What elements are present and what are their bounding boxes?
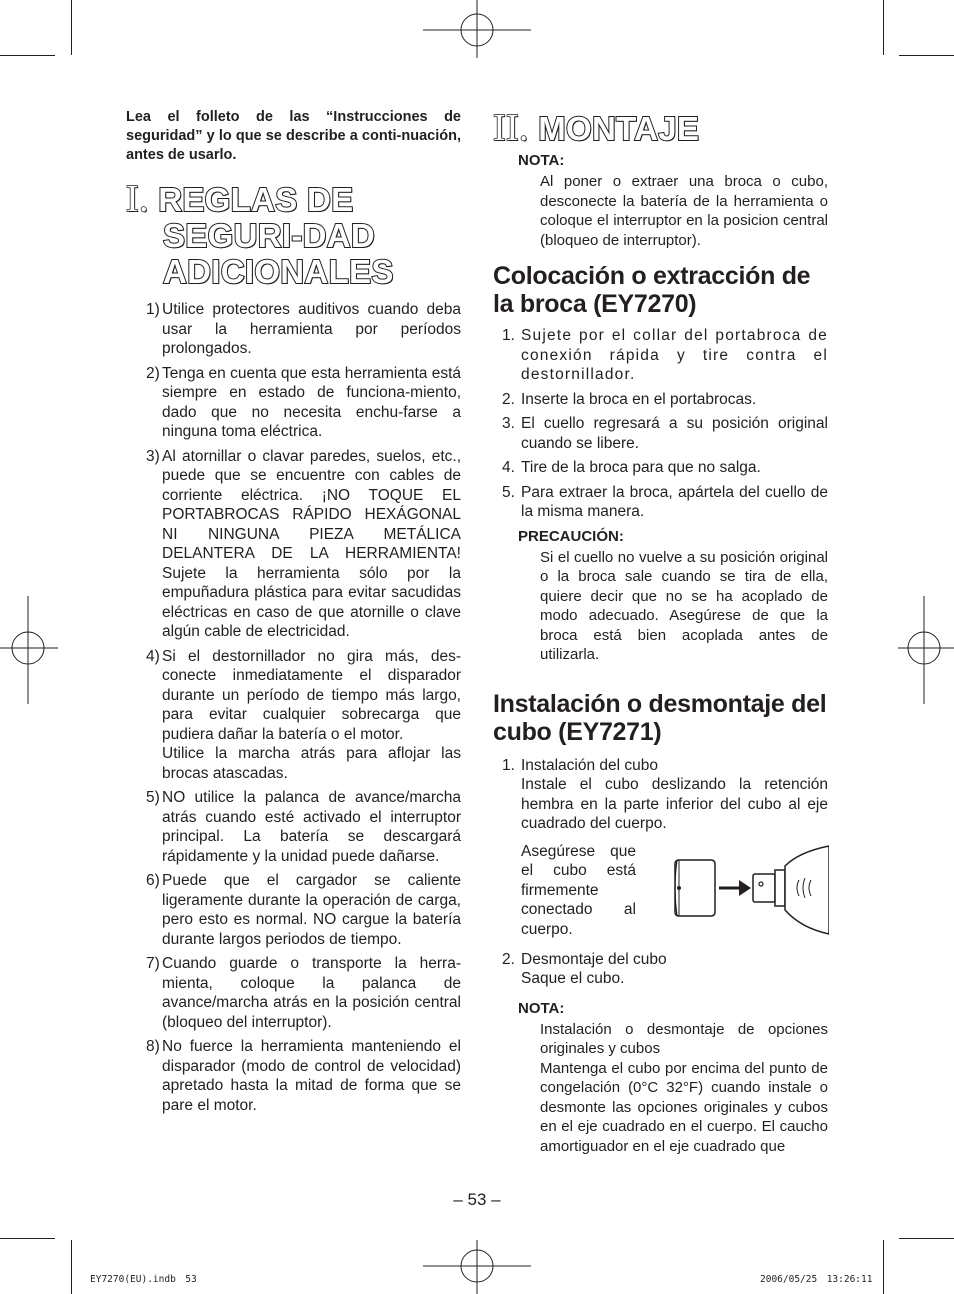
registration-mark-top [421, 0, 533, 60]
item-number: 1) [146, 301, 160, 318]
crop-mark [899, 1238, 954, 1239]
list-item [126, 647, 461, 784]
safety-rules-list [126, 300, 461, 1115]
heading-number: I. [126, 178, 149, 220]
socket-tool-illustration [649, 838, 829, 942]
item-text: Sujete por el collar del portabroca de conexión rápida y tire contra el destornillador. [521, 327, 828, 383]
heading-text: MONTAJE [538, 110, 700, 147]
item-number: 1. [502, 327, 515, 344]
item-text: Instale el cubo deslizando la retención hembra en la parte inferior del cubo al eje cuadrado del cuerpo. [521, 776, 828, 832]
item-extra-text: Utilice la marcha atrás para aflojar las brocas atascadas. [162, 745, 461, 782]
registration-mark-left [0, 594, 60, 706]
item-number: 3. [502, 415, 515, 432]
item-number: 1. [502, 756, 515, 774]
list-item [126, 788, 461, 866]
footer-timestamp: 2006/05/25 13:26:11 [760, 1274, 873, 1285]
registration-mark-right [896, 594, 954, 706]
list-item [493, 950, 828, 989]
list-item [126, 871, 461, 949]
caution-text: Si el cuello no vuelve a su posición original o la broca sale cuando se tira de ella, quiere decir que no se ha acoplado de modo adecuado. Asegúrese de que la broca está bien acoplada antes de utilizarla. [540, 548, 828, 663]
note-title: NOTA: [518, 152, 565, 169]
list-item [126, 364, 461, 442]
list-item [126, 300, 461, 359]
item-text: Saque el cubo. [521, 970, 625, 987]
crop-mark [883, 1240, 884, 1294]
item-text: NO utilice la palanca de avance/marcha atrás cuando esté activado el interruptor principal. La batería se descargará rápidamente y la unidad puede dañarse. [162, 789, 461, 865]
heading-number: II. [493, 107, 529, 149]
list-item [493, 414, 828, 453]
crop-mark [0, 1238, 55, 1239]
item-number: 7) [146, 955, 160, 972]
item-text: Cuando guarde o transporte la herra-mienta, coloque la palanca de avance/marcha atrás en la posición central (bloqueo del interruptor). [162, 955, 461, 1031]
item-text: Inserte la broca en el portabrocas. [521, 390, 757, 408]
socket-install-block [521, 842, 828, 944]
item-number: 4. [502, 459, 515, 476]
registration-mark-bottom [421, 1238, 533, 1294]
item-number: 2) [146, 364, 160, 382]
item-number: 2. [502, 390, 515, 408]
caution-title: PRECAUCIÓN: [518, 527, 624, 545]
item-title: Desmontaje del cubo [521, 950, 667, 968]
crop-mark [899, 55, 954, 56]
item-note: Asegúrese que el cubo está firmemente conectado al cuerpo. [521, 842, 636, 938]
section-title-broca: Colocación o extracción de la broca (EY7270) [493, 262, 811, 318]
heading-text: REGLAS DE SEGURI-DAD ADICIONALES [158, 181, 394, 290]
item-number: 2. [502, 950, 515, 968]
broca-steps-list [493, 326, 828, 522]
item-text: Para extraer la broca, apártela del cuello de la misma manera. [521, 483, 828, 520]
item-number: 6) [146, 872, 160, 889]
right-column [493, 108, 828, 1156]
item-text: Tire de la broca para que no salga. [521, 459, 761, 476]
item-text: Al atornillar o clavar paredes, suelos, etc., puede que se encuentre con cables de corriente eléctrica. ¡NO TOQUE EL PORTABROCAS RÁPIDO HEXÁGONAL NI NINGUNA PIEZA METÁLICA DELANTERA DE LA HERRAMIENTA! Sujete la herramienta sólo por la empuñadura plástica para evitar sacudidas eléctricas en caso de que atornille o clave algún cable de electricidad. [162, 447, 461, 640]
intro-text: Lea el folleto de las “Instrucciones de seguridad” y lo que se describe a conti-nuación, antes de usarlo. [126, 109, 461, 163]
cubo-steps-list [493, 756, 828, 989]
note-text: Mantenga el cubo por encima del punto de congelación (0°C 32°F) cuando instale o desmonte las opciones originales y cubos en el eje cuadrado en el cuerpo. El caucho amortiguador en el eje cuadrado que [540, 1059, 828, 1155]
list-item [126, 954, 461, 1032]
item-text: Puede que el cargador se caliente ligeramente durante la operación de carga, pero esto es normal. NO cargue la batería durante largos periodos de tiempo. [162, 872, 461, 948]
list-item [493, 326, 828, 385]
crop-mark [0, 55, 55, 56]
section-heading-reglas [126, 178, 461, 290]
item-text: Tenga en cuenta que esta herramienta está siempre en estado de funciona-miento, dado que no necesita enchu-farse a ninguna toma eléctrica. [162, 364, 462, 440]
left-column [126, 108, 461, 1120]
list-item [493, 390, 828, 410]
list-item [493, 458, 828, 478]
item-number: 5. [502, 483, 515, 501]
list-item [126, 1037, 461, 1115]
section-title-cubo: Instalación o desmontaje del cubo (EY7271) [493, 689, 827, 746]
list-item [493, 756, 828, 944]
note-text: Instalación o desmontaje de opciones originales y cubos [540, 1020, 828, 1057]
item-number: 4) [146, 647, 160, 665]
item-text: El cuello regresará a su posición original cuando se libere. [521, 415, 828, 452]
section-heading-montaje [493, 107, 828, 149]
list-item [493, 483, 828, 522]
item-number: 3) [146, 447, 160, 465]
item-number: 8) [146, 1038, 160, 1055]
list-item [126, 447, 461, 642]
crop-mark [883, 0, 884, 55]
note-title: NOTA: [518, 999, 565, 1017]
crop-mark [71, 0, 72, 55]
page-number: – 53 – [453, 1190, 501, 1209]
item-text: Utilice protectores auditivos cuando deba usar la herramienta por períodos prolongados. [162, 301, 461, 357]
item-text: Si el destornillador no gira más, des-conecte inmediatamente el disparador durante un período de tiempo más largo, para evitar cualquier sobrecarga que pudiera dañar la batería o el motor. [162, 647, 461, 743]
item-number: 5) [146, 789, 160, 806]
item-title: Instalación del cubo [521, 756, 659, 774]
crop-mark [71, 1240, 72, 1294]
item-text: No fuerce la herramienta manteniendo el disparador (modo de control de velocidad) apretado hasta la mitad de forma que se pare el motor. [162, 1038, 461, 1114]
note-text: Al poner o extraer una broca o cubo, desconecte la batería de la herramienta o coloque el interruptor en la posicion central (bloqueo de interruptor). [540, 173, 828, 249]
footer-filename: EY7270(EU).indb 53 [90, 1274, 197, 1285]
